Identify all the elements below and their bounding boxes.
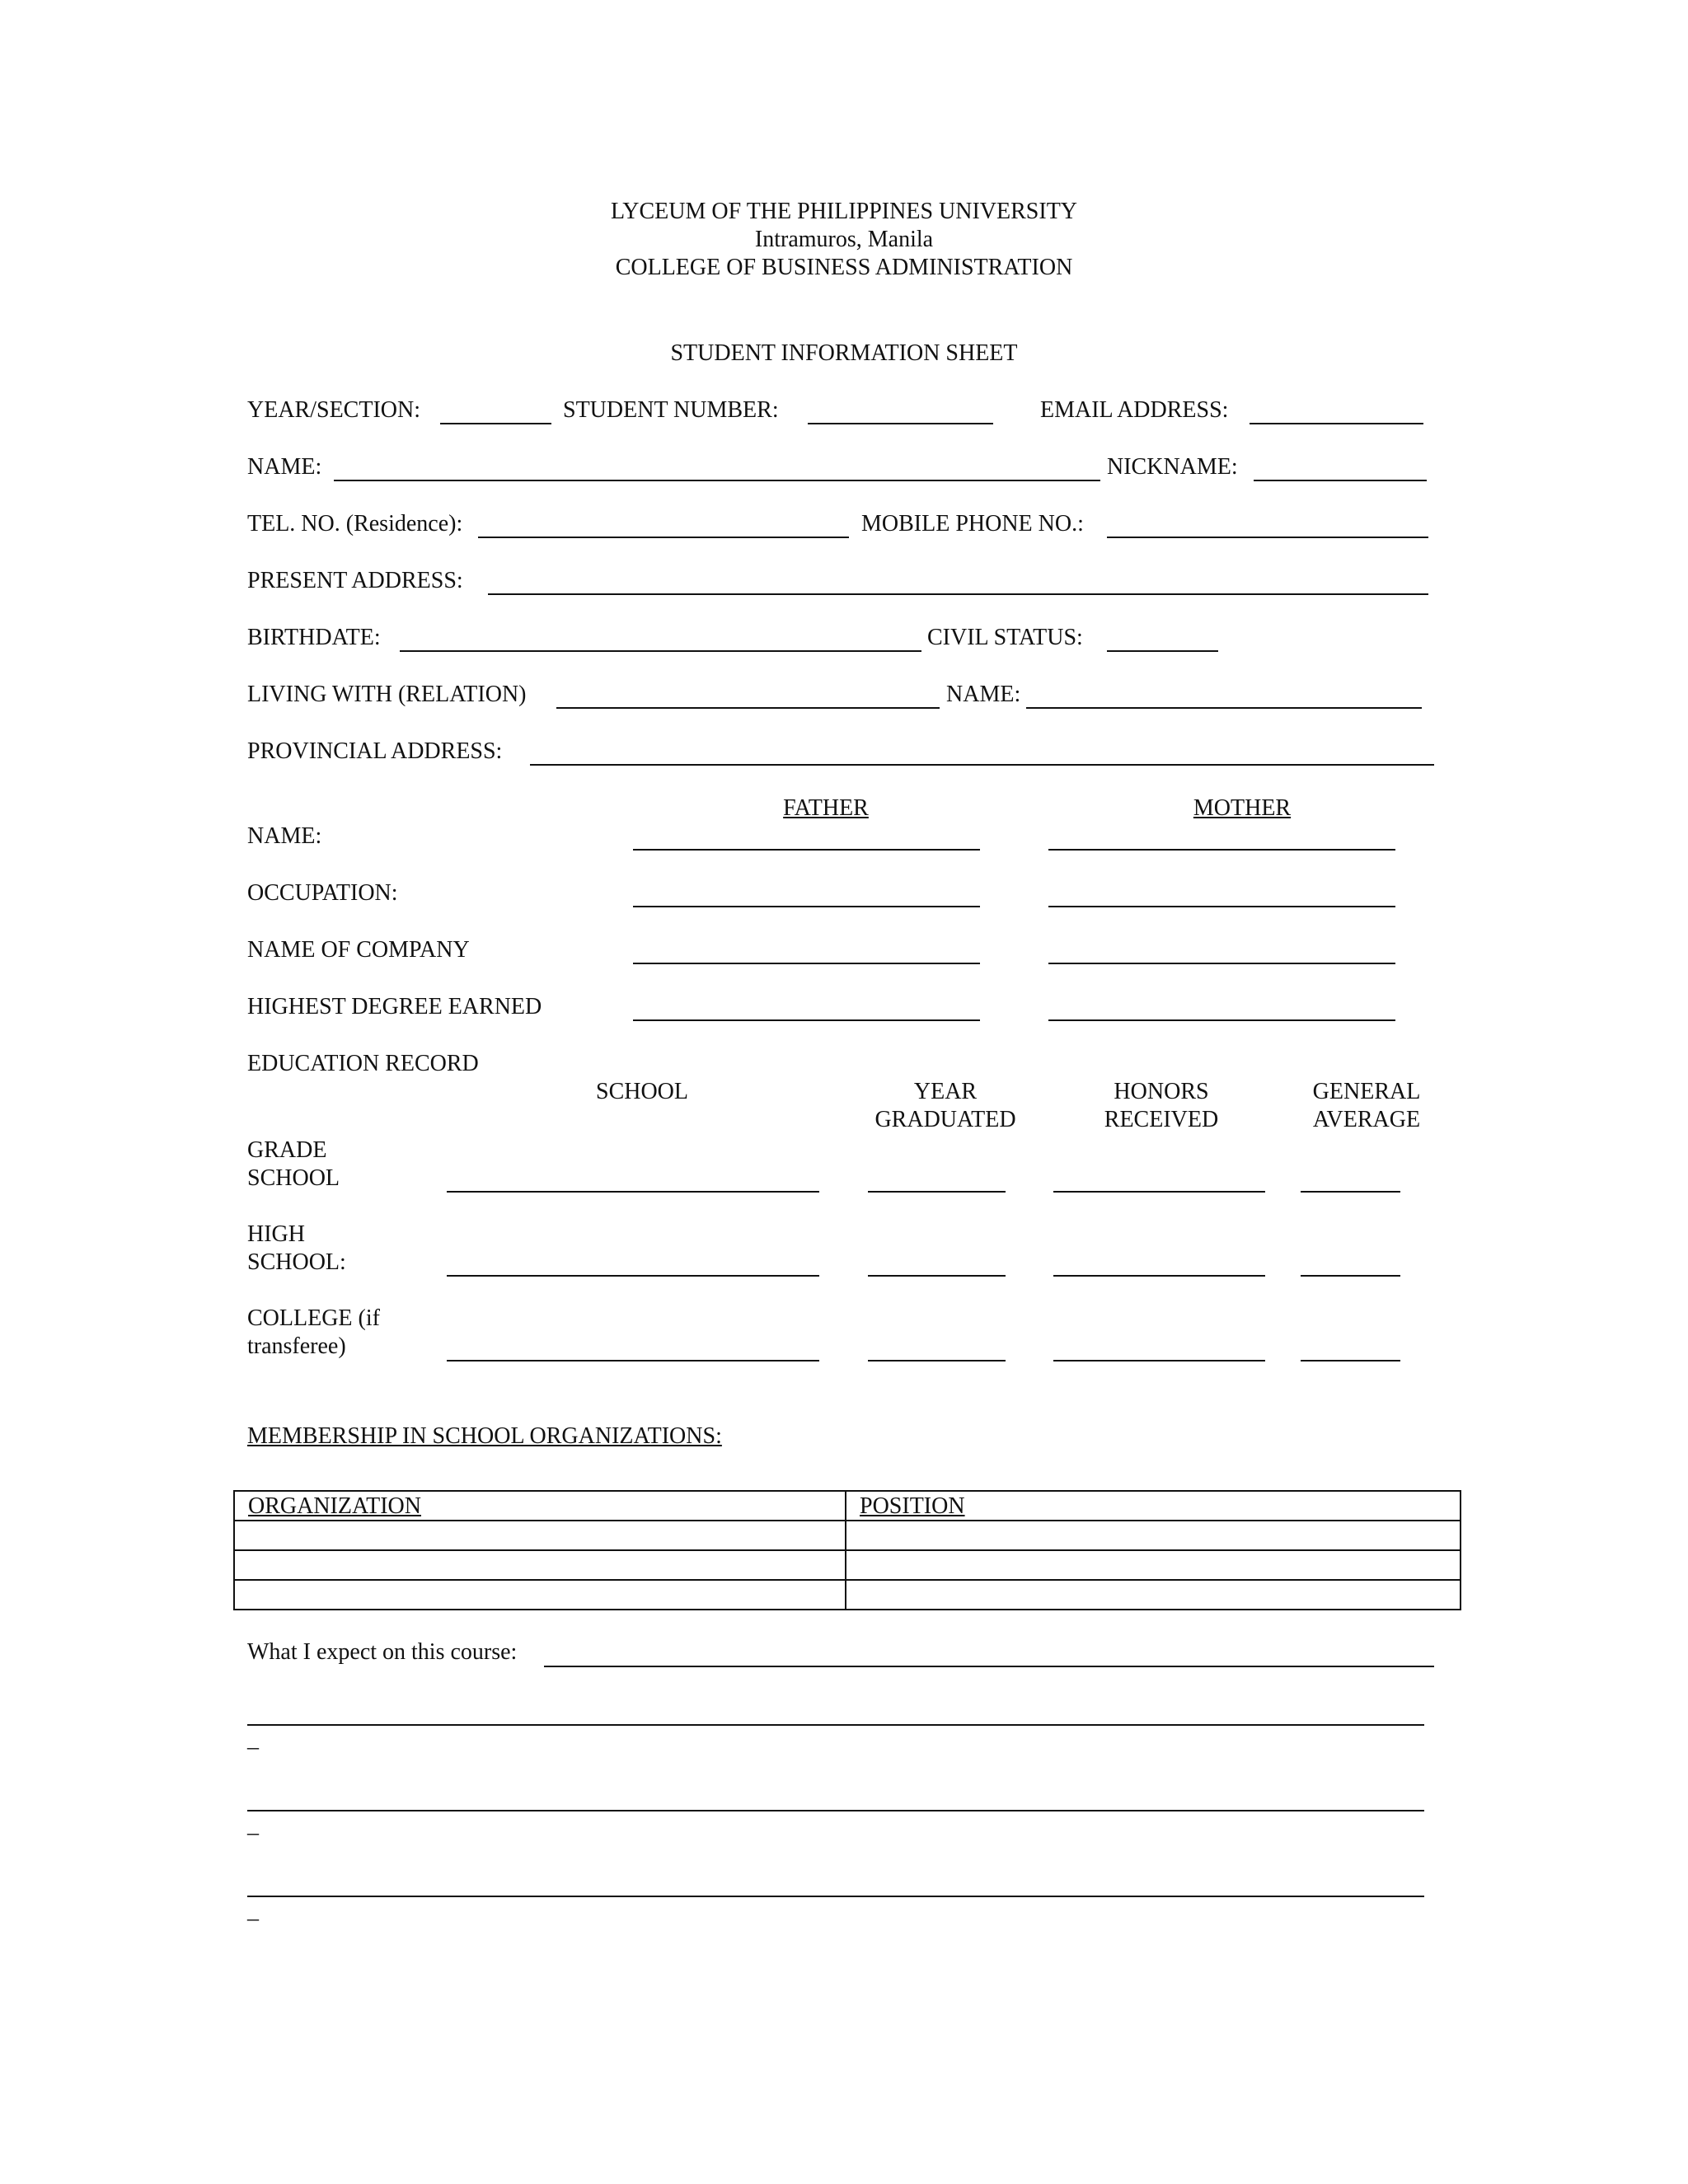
expectations-line-3[interactable] (247, 1810, 1424, 1811)
col-year-header-2: GRADUATED (874, 1107, 1016, 1132)
mother-name-field[interactable] (1048, 849, 1395, 851)
tel-residence-field[interactable] (478, 537, 849, 538)
birthdate-label: BIRTHDATE: (247, 625, 381, 650)
present-address-label: PRESENT ADDRESS: (247, 568, 463, 593)
expectations-dash-3: _ (247, 1898, 259, 1924)
grade-school-average-field[interactable] (1301, 1191, 1400, 1193)
organization-cell[interactable] (234, 1550, 846, 1580)
position-cell[interactable] (846, 1580, 1461, 1610)
grade-school-year-field[interactable] (868, 1191, 1006, 1193)
father-degree-field[interactable] (633, 1019, 980, 1021)
mother-header: MOTHER (1193, 795, 1292, 821)
table-row (234, 1550, 1461, 1580)
organizations-table (233, 1490, 1461, 1610)
college-name-field[interactable] (447, 1360, 819, 1361)
grade-school-label-2: SCHOOL (247, 1165, 340, 1191)
parent-name-label: NAME: (247, 823, 322, 849)
father-name-field[interactable] (633, 849, 980, 851)
organizations-header-row (234, 1491, 1461, 1521)
email-label: EMAIL ADDRESS: (1040, 397, 1229, 423)
name-label: NAME: (247, 454, 322, 480)
col-average-header-2: AVERAGE (1312, 1107, 1421, 1132)
grade-school-honors-field[interactable] (1053, 1191, 1265, 1193)
mother-occupation-field[interactable] (1048, 906, 1395, 907)
position-header-text: POSITION (860, 1493, 965, 1519)
father-header: FATHER (783, 795, 869, 821)
mobile-phone-field[interactable] (1107, 537, 1428, 538)
nickname-label: NICKNAME: (1107, 454, 1238, 480)
college-average-field[interactable] (1301, 1360, 1400, 1361)
university-name: LYCEUM OF THE PHILIPPINES UNIVERSITY (610, 199, 1078, 224)
student-number-label: STUDENT NUMBER: (563, 397, 779, 423)
name-field[interactable] (334, 480, 1100, 481)
college-label-1: COLLEGE (if (247, 1305, 380, 1331)
high-school-honors-field[interactable] (1053, 1275, 1265, 1277)
year-section-field[interactable] (440, 423, 551, 424)
student-number-field[interactable] (808, 423, 993, 424)
high-school-label-2: SCHOOL: (247, 1249, 346, 1275)
present-address-field[interactable] (488, 593, 1428, 595)
expectations-line-2[interactable] (247, 1724, 1424, 1726)
grade-school-label-1: GRADE (247, 1137, 327, 1163)
expectations-field-1[interactable] (544, 1666, 1434, 1667)
expectations-line-4[interactable] (247, 1896, 1424, 1897)
living-with-field[interactable] (556, 707, 940, 709)
col-honors-header-1: HONORS (1114, 1079, 1209, 1104)
mother-degree-field[interactable] (1048, 1019, 1395, 1021)
college-name: COLLEGE OF BUSINESS ADMINISTRATION (615, 255, 1073, 280)
parent-occupation-label: OCCUPATION: (247, 880, 398, 906)
organization-cell[interactable] (234, 1521, 846, 1550)
high-school-average-field[interactable] (1301, 1275, 1400, 1277)
father-occupation-field[interactable] (633, 906, 980, 907)
expectations-dash-2: _ (247, 1812, 259, 1838)
col-honors-header-2: RECEIVED (1104, 1107, 1219, 1132)
position-cell[interactable] (846, 1550, 1461, 1580)
civil-status-field[interactable] (1107, 650, 1218, 652)
grade-school-name-field[interactable] (447, 1191, 819, 1193)
nickname-field[interactable] (1254, 480, 1427, 481)
col-average-header-1: GENERAL (1312, 1079, 1421, 1104)
birthdate-field[interactable] (400, 650, 921, 652)
living-with-name-field[interactable] (1026, 707, 1422, 709)
position-cell[interactable] (846, 1521, 1461, 1550)
provincial-address-label: PROVINCIAL ADDRESS: (247, 738, 503, 764)
form-title: STUDENT INFORMATION SHEET (670, 340, 1018, 366)
table-row (234, 1580, 1461, 1610)
college-label-2: transferee) (247, 1333, 346, 1359)
parent-company-label: NAME OF COMPANY (247, 937, 470, 963)
organization-header-text: ORGANIZATION (248, 1493, 421, 1519)
college-honors-field[interactable] (1053, 1360, 1265, 1361)
organizations-title: MEMBERSHIP IN SCHOOL ORGANIZATIONS: (247, 1423, 722, 1449)
year-section-label: YEAR/SECTION: (247, 397, 420, 423)
parent-degree-label: HIGHEST DEGREE EARNED (247, 994, 542, 1019)
organization-column-header (234, 1491, 846, 1521)
position-column-header (846, 1491, 1461, 1521)
education-record-title: EDUCATION RECORD (247, 1051, 479, 1076)
high-school-name-field[interactable] (447, 1275, 819, 1277)
expectations-dash-1: _ (247, 1727, 259, 1752)
expectations-label: What I expect on this course: (247, 1639, 518, 1665)
col-school-header: SCHOOL (595, 1079, 689, 1104)
high-school-label-1: HIGH (247, 1221, 305, 1247)
father-company-field[interactable] (633, 963, 980, 964)
living-with-name-label: NAME: (946, 682, 1021, 707)
civil-status-label: CIVIL STATUS: (927, 625, 1083, 650)
email-field[interactable] (1250, 423, 1423, 424)
table-row (234, 1521, 1461, 1550)
high-school-year-field[interactable] (868, 1275, 1006, 1277)
organization-cell[interactable] (234, 1580, 846, 1610)
tel-residence-label: TEL. NO. (Residence): (247, 511, 463, 537)
col-year-header-1: YEAR (913, 1079, 978, 1104)
provincial-address-field[interactable] (530, 764, 1434, 766)
living-with-label: LIVING WITH (RELATION) (247, 682, 527, 707)
university-location: Intramuros, Manila (754, 227, 934, 252)
mobile-phone-label: MOBILE PHONE NO.: (861, 511, 1084, 537)
college-year-field[interactable] (868, 1360, 1006, 1361)
mother-company-field[interactable] (1048, 963, 1395, 964)
